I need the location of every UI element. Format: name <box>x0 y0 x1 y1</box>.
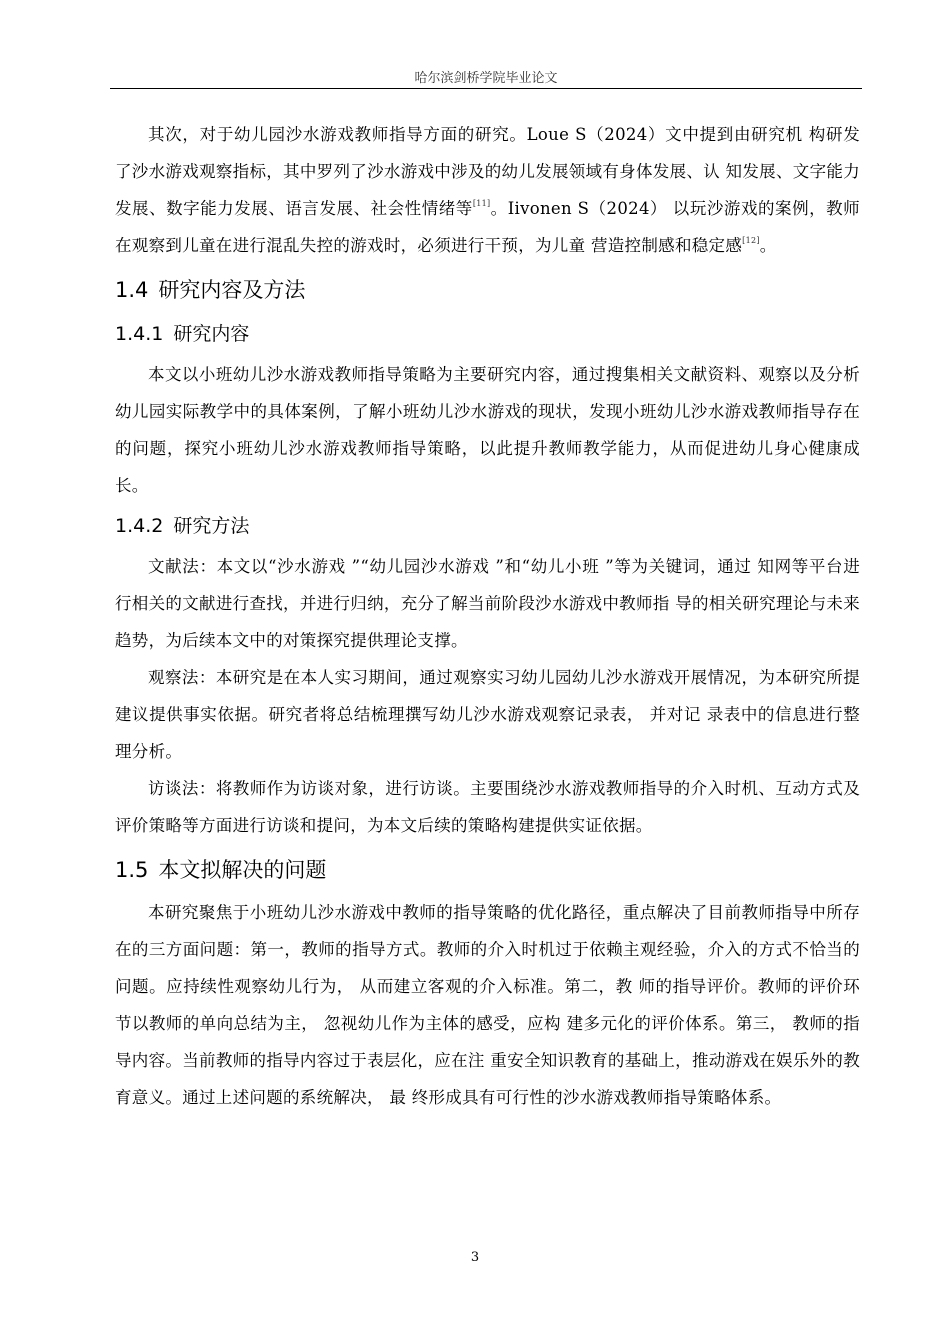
section-number: 1.4.2 <box>115 515 164 537</box>
page-number: 3 <box>470 1250 480 1265</box>
section-number: 1.5 <box>115 858 149 882</box>
section-title: 研究方法 <box>173 515 250 537</box>
paragraph-research-content: 本文以小班幼儿沙水游戏教师指导策略为主要研究内容，通过搜集相关文献资料、观察以及分析幼儿园实际教学中的具体案例，了解小班幼儿沙水游戏的现状，发现小班幼儿沙水游戏教师指导存在的问题，探究小班幼儿沙水游戏教师指导策略，以此提升教师教学能力，从而促进幼儿身心健康成长。 <box>115 365 860 495</box>
section-number: 1.4.1 <box>115 323 164 345</box>
paragraph-observation-method: 观察法：本研究是在本人实习期间，通过观察实习幼儿园幼儿沙水游戏开展情况，为本研究所提建议提供事实依据。研究者将总结梳理撰写幼儿沙水游戏观察记录表， 并对记 录表中的信息进行整理分析。 <box>115 668 860 761</box>
paragraph-prior-research <box>115 116 860 264</box>
section-title: 研究内容 <box>173 323 250 345</box>
section-title: 本文拟解决的问题 <box>158 858 327 882</box>
section-number: 1.4 <box>115 278 149 302</box>
section-heading-1-5 <box>115 848 860 892</box>
subsection-heading-1-4-1 <box>115 314 860 354</box>
paragraph-interview-method: 访谈法：将教师作为访谈对象，进行访谈。主要围绕沙水游戏教师指导的介入时机、互动方式及评价策略等方面进行访谈和提问，为本文后续的策略构建提供实证依据。 <box>115 779 860 835</box>
running-header: 哈尔滨剑桥学院毕业论文 <box>414 71 558 86</box>
header-rule <box>110 88 862 89</box>
paragraph-problems: 本研究聚焦于小班幼儿沙水游戏中教师的指导策略的优化路径，重点解决了目前教师指导中所存在的三方面问题：第一，教师的指导方式。教师的介入时机过于依赖主观经验，介入的方式不恰当的问题。应持续性观察幼儿行为， 从而建立客观的介入标准。第二，教 师的指导评价。教师的评价环节以教师的单向总结为主， 忽视幼儿作为主体的感受，应构 建多元化的评价体系。第三， 教师的指导内容。当前教师的指导内容过于表层化，应在注 重安全知识教育的基础上，推动游戏在娱乐外的教育意义。通过上述问题的系统解决， 最 终形成具有可行性的沙水游戏教师指导策略体系。 <box>115 903 860 1107</box>
page-content <box>115 116 860 1116</box>
paragraph-text: 。 <box>759 236 777 255</box>
section-title: 研究内容及方法 <box>158 278 306 302</box>
section-heading-1-4 <box>115 268 860 312</box>
paragraph-text: 。Iivonen S（2024） 以玩沙游戏的案例，教师在观察到儿童在进行混乱失控的游戏时，必须进行干预，为儿童 营造控制感和稳定感 <box>115 199 860 255</box>
paragraph-text: 其次，对于幼儿园沙水游戏教师指导方面的研究。Loue S（2024）文中提到由研究机 构研发了沙水游戏观察指标，其中罗列了沙水游戏中涉及的幼儿发展领域有身体发展、认 知发展、文字能力发展、数字能力发展、语言发展、社会性情绪等 <box>115 125 860 218</box>
citation-12[interactable]: [12] <box>742 236 760 245</box>
paragraph-literature-method: 文献法：本文以“沙水游戏 ”“幼儿园沙水游戏 ”和“幼儿小班 ”等为关键词，通过 知网等平台进行相关的文献进行查找，并进行归纳，充分了解当前阶段沙水游戏中教师指 导的相关研究理论与未来趋势，为后续本文中的对策探究提供理论支撑。 <box>115 557 860 650</box>
subsection-heading-1-4-2 <box>115 506 860 546</box>
citation-11[interactable]: [11] <box>472 199 491 208</box>
